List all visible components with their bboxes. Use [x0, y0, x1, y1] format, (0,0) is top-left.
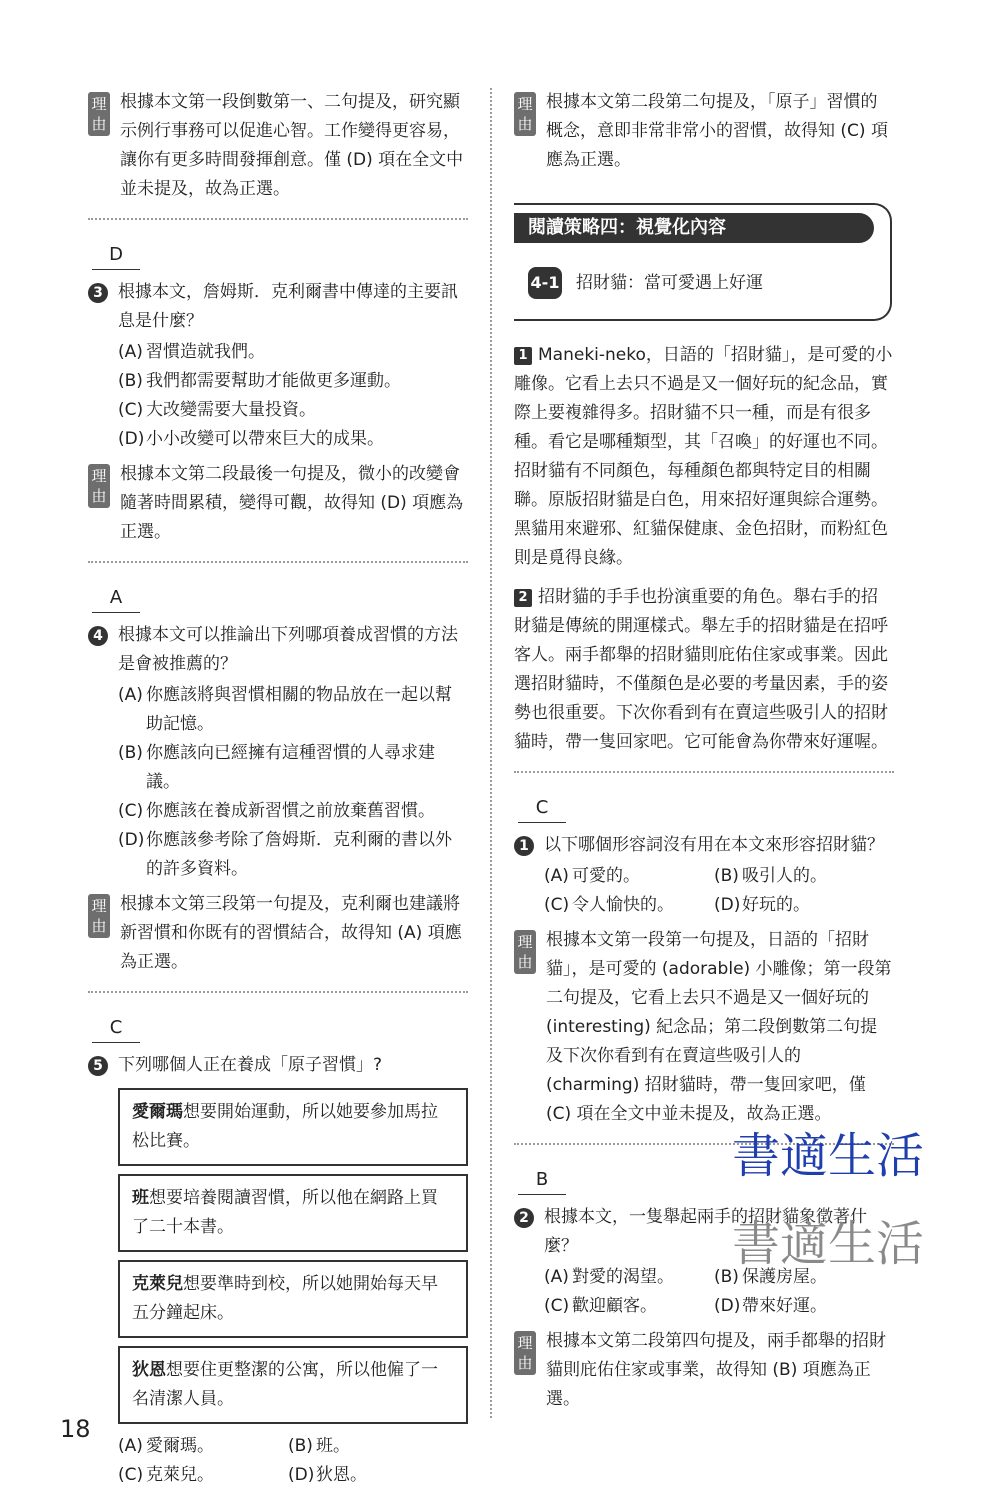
- option-list: [118, 338, 468, 454]
- question-text: 根據本文，詹姆斯．克利爾書中傳達的主要訊息是什麼？: [118, 282, 458, 331]
- question-text: 根據本文可以推論出下列哪項養成習慣的方法是會被推薦的？: [118, 625, 458, 674]
- reason-badge: 理 由: [514, 930, 536, 974]
- answer-blank: C: [518, 795, 566, 823]
- option: (A) 你應該將與習慣相關的物品放在一起以幫助記憶。: [118, 685, 452, 734]
- reason-text: 根據本文第三段第一句提及，克利爾也建議將新習慣和你既有的習慣結合，故得知 (A) 項應為正選。: [120, 894, 462, 972]
- reason-block: [514, 1327, 894, 1414]
- paragraph: 1 Maneki-neko，日語的「招財貓」，是可愛的小雕像。它看上去只不過是又一個好玩的紀念品，實際上要複雜得多。招財貓不只一種，而是有很多種。看它是哪種類型，其「召喚」的好運也不同。招財貓有不同顏色，每種顏色都與特定目的相關聯。原版招財貓是白色，用來招好運與綜合運勢。黑貓用來避邪、紅貓保健康、金色招財，而粉紅色則是覓得良緣。: [514, 345, 893, 568]
- reason-badge: 理 由: [88, 464, 110, 508]
- option: (D) 好玩的。: [714, 895, 810, 915]
- option: (C) 歡迎顧客。: [544, 1296, 657, 1316]
- option: (C) 大改變需要大量投資。: [118, 400, 316, 420]
- question: [514, 831, 894, 860]
- reason-text: 根據本文第一段倒數第一、二句提及，研究顯示例行事務可以促進心智。工作變得更容易，讓你有更多時間發揮創意。僅 (D) 項在全文中並未提及，故為正選。: [120, 92, 464, 199]
- page-number: 18: [60, 1415, 91, 1443]
- answer-blank: C: [92, 1015, 140, 1043]
- section-badge: 4-1: [528, 267, 562, 299]
- reason-block: [88, 460, 468, 547]
- dotted-divider: [88, 991, 468, 993]
- reason-badge: 理 由: [514, 92, 536, 136]
- option: (B) 吸引人的。: [714, 866, 827, 886]
- paragraph-number: 2: [514, 589, 532, 607]
- question: [88, 621, 468, 679]
- option: (B) 你應該向已經擁有這種習慣的人尋求建議。: [118, 743, 435, 792]
- question: [88, 1051, 468, 1080]
- paragraph: 2 招財貓的手手也扮演重要的角色。舉右手的招財貓是傳統的開運樣式。舉左手的招財貓是在招呼客人。兩手都舉的招財貓則庇佑住家或事業。因此選招財貓時，不僅顏色是必要的考量因素，手的姿勢也很重要。下次你看到有在賣這些吸引人的招財貓時，帶一隻回家吧。它可能會為你帶來好運喔。: [514, 587, 888, 752]
- question-text: 下列哪個人正在養成「原子習慣」?: [118, 1055, 383, 1075]
- left-column: [88, 88, 468, 1490]
- option: (A) 可愛的。: [544, 866, 640, 886]
- option: (D) 你應該參考除了詹姆斯．克利爾的書以外的許多資料。: [118, 830, 452, 879]
- option: (D) 狄恩。: [288, 1465, 367, 1485]
- question-text: 根據本文，一隻舉起兩手的招財貓象徵著什麼？: [544, 1207, 867, 1256]
- reason-block: [514, 926, 894, 1129]
- strategy-title: 閱讀策略四：視覺化內容: [514, 213, 874, 243]
- reason-badge: 理 由: [88, 894, 110, 938]
- option: (B) 我們都需要幫助才能做更多運動。: [118, 371, 401, 391]
- scenario-box: 愛爾瑪想要開始運動，所以她要參加馬拉松比賽。: [118, 1088, 468, 1166]
- option-list: [118, 681, 468, 884]
- option: (D) 帶來好運。: [714, 1296, 827, 1316]
- option: (B) 保護房屋。: [714, 1267, 827, 1287]
- answer-blank: D: [92, 242, 140, 270]
- section-title: 招財貓：當可愛遇上好運: [576, 273, 763, 293]
- question-number: 4: [88, 626, 108, 646]
- option: (A) 愛爾瑪。: [118, 1436, 214, 1456]
- option: (A) 習慣造就我們。: [118, 342, 265, 362]
- watermark: 書適生活: [732, 1128, 925, 1184]
- option: (C) 克萊兒。: [118, 1465, 214, 1485]
- dotted-divider: [514, 771, 894, 773]
- reason-text: 根據本文第一段第一句提及，日語的「招財貓」，是可愛的 (adorable) 小雕像；第一段第二句提及，它看上去只不過是又一個好玩的 (interesting) 紀念品；第二段倒數第二句提及下次你看到有在賣這些吸引人的 (charming) 招財貓時，帶一隻回家吧，僅 (C) 項在全文中並未提及，故為正選。: [546, 930, 892, 1124]
- scenario-box: 班想要培養閱讀習慣，所以他在網路上買了二十本書。: [118, 1174, 468, 1252]
- strategy-header: [514, 203, 894, 321]
- option: (B) 班。: [288, 1436, 350, 1456]
- question-number: 1: [514, 836, 534, 856]
- scenario-box: 狄恩想要住更整潔的公寓，所以他僱了一名清潔人員。: [118, 1346, 468, 1424]
- question-text: 以下哪個形容詞沒有用在本文來形容招財貓？: [544, 835, 884, 855]
- reason-block: [88, 890, 468, 977]
- answer-blank: A: [92, 585, 140, 613]
- scenario-box: 克萊兒想要準時到校，所以她開始每天早五分鐘起床。: [118, 1260, 468, 1338]
- question: [88, 278, 468, 336]
- reason-badge: 理 由: [88, 92, 110, 136]
- paragraph-number: 1: [514, 347, 532, 365]
- reason-text: 根據本文第二段第四句提及，兩手都舉的招財貓則庇佑住家或事業，故得知 (B) 項應為正選。: [546, 1331, 886, 1409]
- reason-text: 根據本文第二段最後一句提及，微小的改變會隨著時間累積，變得可觀，故得知 (D) 項應為正選。: [120, 464, 464, 542]
- column-divider: [490, 88, 492, 1418]
- question-number: 5: [88, 1056, 108, 1076]
- option-grid: [118, 1432, 468, 1490]
- option-grid: [544, 862, 894, 920]
- reason-badge: 理 由: [514, 1331, 536, 1375]
- question-number: 2: [514, 1208, 534, 1228]
- reason-text: 根據本文第二段第二句提及，「原子」習慣的概念，意即非常非常小的習慣，故得知 (C) 項應為正選。: [546, 92, 888, 170]
- reason-block: [88, 88, 468, 204]
- dotted-divider: [88, 218, 468, 220]
- question-number: 3: [88, 283, 108, 303]
- option: (D) 小小改變可以帶來巨大的成果。: [118, 429, 384, 449]
- watermark: 書適生活: [732, 1216, 925, 1272]
- option: (C) 令人愉快的。: [544, 895, 674, 915]
- option: (A) 對愛的渴望。: [544, 1267, 674, 1287]
- reason-block: [514, 88, 894, 175]
- answer-blank: B: [518, 1167, 566, 1195]
- dotted-divider: [88, 561, 468, 563]
- option: (C) 你應該在養成新習慣之前放棄舊習慣。: [118, 801, 435, 821]
